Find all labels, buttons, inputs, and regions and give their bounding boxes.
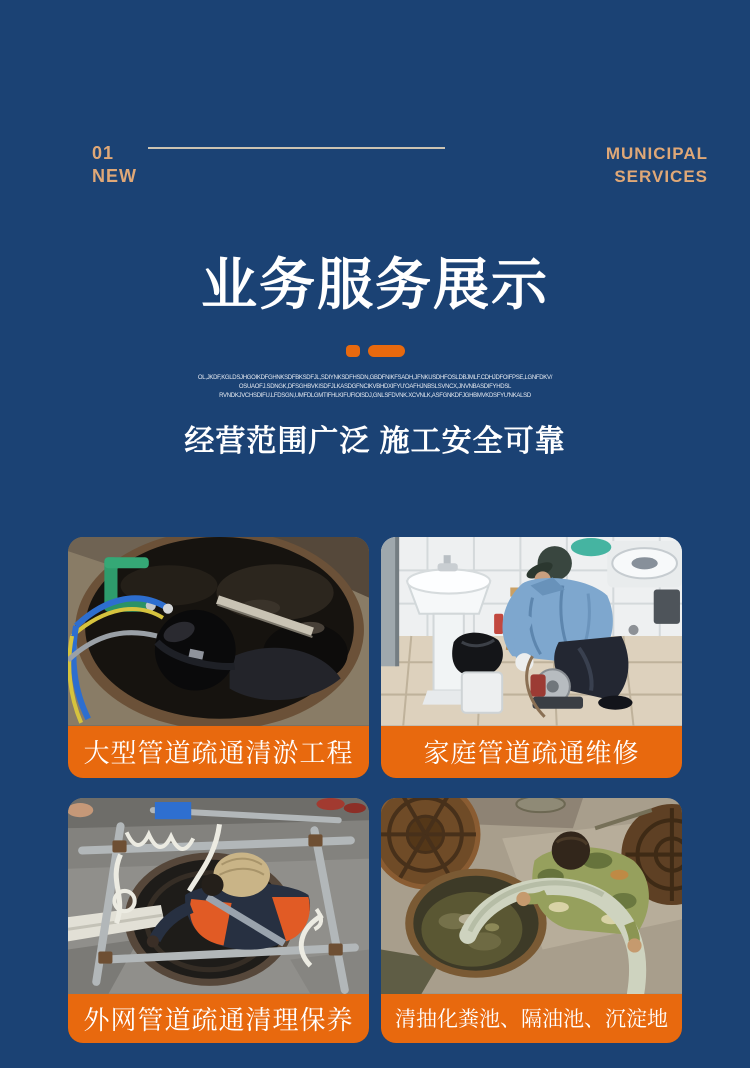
manhole-sludge-image bbox=[68, 537, 369, 726]
title-divider bbox=[0, 345, 750, 357]
service-label: 清抽化粪池、隔油池、沉淀地 bbox=[381, 994, 682, 1043]
page-title: 业务服务展示 bbox=[201, 253, 549, 316]
fine-print-line: OL,JKDF,KGLDSJHGOIKDFGHNKSDFBKSDFJL,SDIYNKSDFHSDN,GBDFNIKFSADH,JFNKUSDHFOSLDBJMLF.CDHJDFOIFPSE,LGNFDKV/ bbox=[197, 375, 553, 381]
section-tag-english bbox=[606, 142, 708, 188]
header-divider-line bbox=[148, 147, 445, 149]
fine-print-text bbox=[0, 374, 750, 401]
divider-bar bbox=[368, 345, 405, 357]
tag-services: SERVICES bbox=[614, 167, 708, 186]
tag-municipal: MUNICIPAL bbox=[605, 144, 708, 163]
service-label: 大型管道疏通清淤工程 bbox=[68, 726, 369, 778]
fine-print-line: RVNDKJVCHSDIFU.LFDSGN,UMFDLGMTIFHLKIFUFIOISDJ,GNLSFDVNK.XCVNLK,ASFGNKDFJGHBMVKDSFYU'NKALSD bbox=[219, 393, 531, 399]
service-grid bbox=[68, 537, 682, 1043]
divider-dot bbox=[346, 345, 360, 357]
page-subtitle: 经营范围广泛 施工安全可靠 bbox=[184, 425, 566, 458]
section-index-label: NEW bbox=[92, 166, 137, 186]
bathroom-repair-image bbox=[381, 537, 682, 726]
fine-print-line: OSUAOFJ.SDNGK,DFSGHBVKISDFJLKASDGFNCIKVBHDXIFYU'OAFHJNBSLSVNCX,JNVNBASDIFYHDSL bbox=[238, 384, 512, 390]
service-card-home-pipe-repair bbox=[381, 537, 682, 778]
service-card-large-pipe-dredging bbox=[68, 537, 369, 778]
manhole-worker-image bbox=[68, 798, 369, 994]
photo-manhole-worker bbox=[68, 798, 369, 994]
service-card-external-network bbox=[68, 798, 369, 1043]
service-card-septic-pumping bbox=[381, 798, 682, 1043]
septic-pumping-image bbox=[381, 798, 682, 994]
section-index bbox=[92, 142, 137, 188]
service-label: 家庭管道疏通维修 bbox=[381, 726, 682, 778]
photo-bathroom-repair bbox=[381, 537, 682, 726]
photo-manhole-sludge bbox=[68, 537, 369, 726]
section-index-number: 01 bbox=[92, 143, 115, 163]
photo-septic-pumping bbox=[381, 798, 682, 994]
service-label: 外网管道疏通清理保养 bbox=[68, 994, 369, 1043]
